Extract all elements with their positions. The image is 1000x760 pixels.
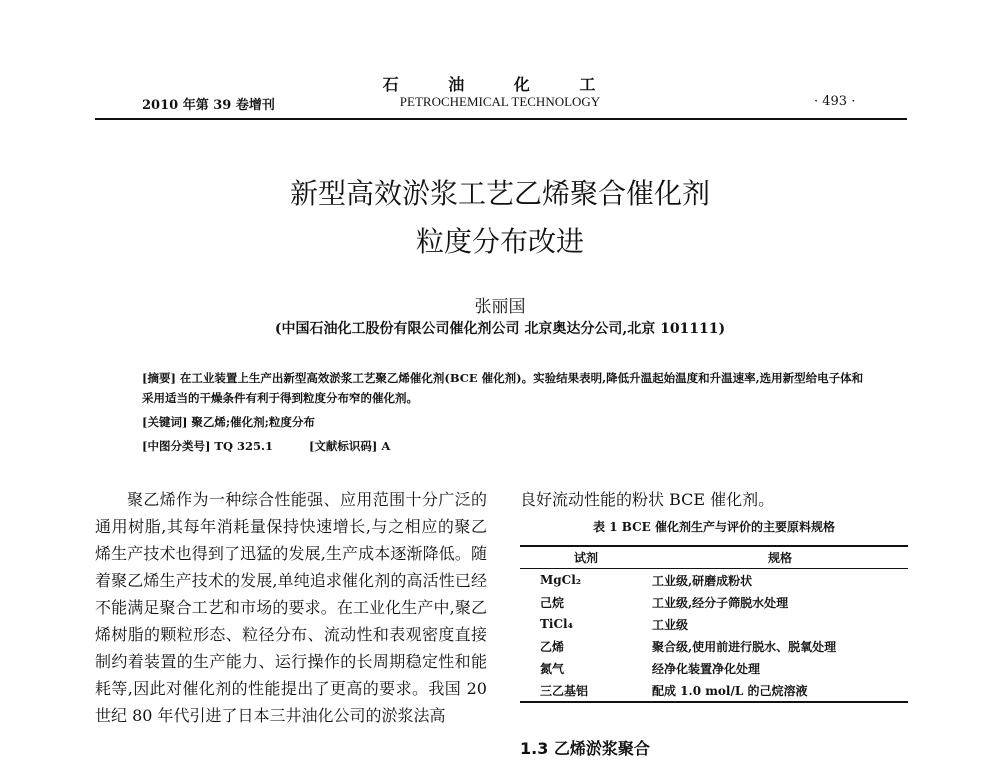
table-row — [520, 635, 908, 657]
table-caption: 表 1 BCE 催化剂生产与评价的主要原料规格 — [593, 520, 835, 534]
abstract — [142, 368, 868, 408]
table-row — [520, 591, 908, 613]
right-column-paragraph: 良好流动性能的粉状 BCE 催化剂。 — [520, 490, 775, 509]
paper-title-line-2: 粒度分布改进 — [415, 225, 584, 258]
spec-cell: 聚合级,使用前进行脱水、脱氧处理 — [652, 639, 837, 654]
paper-title-line-1: 新型高效淤浆工艺乙烯聚合催化剂 — [289, 177, 710, 210]
table-row — [520, 613, 908, 635]
spec-cell: 工业级,经分子筛脱水处理 — [652, 595, 789, 610]
table-header-reagent: 试剂 — [520, 546, 652, 569]
spec-cell: 工业级 — [652, 617, 689, 632]
keywords: [关键词] 聚乙烯;催化剂;粒度分布 — [142, 415, 315, 429]
section-heading: 1.3 乙烯淤浆聚合 — [520, 739, 650, 758]
page-number: · 493 · — [814, 94, 856, 109]
spec-cell: 配成 1.0 mol/L 的己烷溶液 — [652, 679, 908, 702]
table-row — [520, 569, 908, 592]
abstract-text: [摘要] 在工业装置上生产出新型高效淤浆工艺聚乙烯催化剂(BCE 催化剂)。实验结果表明,降低升温起始温度和升温速率,选用新型给电子体和采用适当的干燥条件有利于得到粒度分布窄的催化剂。 — [142, 371, 864, 405]
body-left-column — [95, 486, 487, 729]
classification-number: [中图分类号] TQ 325.1 — [142, 439, 273, 453]
document-code: [文献标识码] A — [308, 439, 391, 453]
reagent-cell: 三乙基铝 — [520, 679, 652, 702]
table-header-row — [520, 546, 908, 569]
reagent-cell: 己烷 — [540, 595, 565, 610]
author: 张丽国 — [474, 297, 526, 317]
table-row — [520, 679, 908, 702]
affiliation: (中国石油化工股份有限公司催化剂公司 北京奥达分公司,北京 101111) — [274, 321, 726, 337]
table-header-spec: 规格 — [652, 546, 908, 569]
journal-name-cn: 石 油 化 工 — [382, 75, 618, 94]
spec-cell: 经净化装置净化处理 — [652, 661, 761, 676]
reagent-cell: MgCl₂ — [540, 573, 582, 587]
journal-name-en: PETROCHEMICAL TECHNOLOGY — [399, 94, 601, 109]
table-row — [520, 657, 908, 679]
reagent-cell: 乙烯 — [540, 639, 565, 654]
intro-paragraph: 聚乙烯作为一种综合性能强、应用范围十分广泛的通用树脂,其每年消耗量保持快速增长,与之相应的聚乙烯生产技术也得到了迅猛的发展,生产成本逐渐降低。随着聚乙烯生产技术的发展,单纯追求催化剂的高活性已经不能满足聚合工艺和市场的要求。在工业化生产中,聚乙烯树脂的颗粒形态、粒径分布、流动性和表观密度直接制约着装置的生产能力、运行操作的长周期稳定性和能耗等,因此对催化剂的性能提出了更高的要求。我国 20 世纪 80 年代引进了日本三井油化公司的淤浆法高 — [95, 490, 487, 725]
reagent-cell: 氮气 — [540, 661, 565, 676]
header-rule — [95, 118, 907, 120]
reagent-cell: TiCl₄ — [540, 617, 573, 631]
spec-cell: 工业级,研磨成粉状 — [652, 573, 753, 588]
materials-table — [520, 545, 908, 703]
issue-info: 2010 年第 39 卷增刊 — [142, 98, 275, 113]
classification-line — [142, 438, 390, 454]
